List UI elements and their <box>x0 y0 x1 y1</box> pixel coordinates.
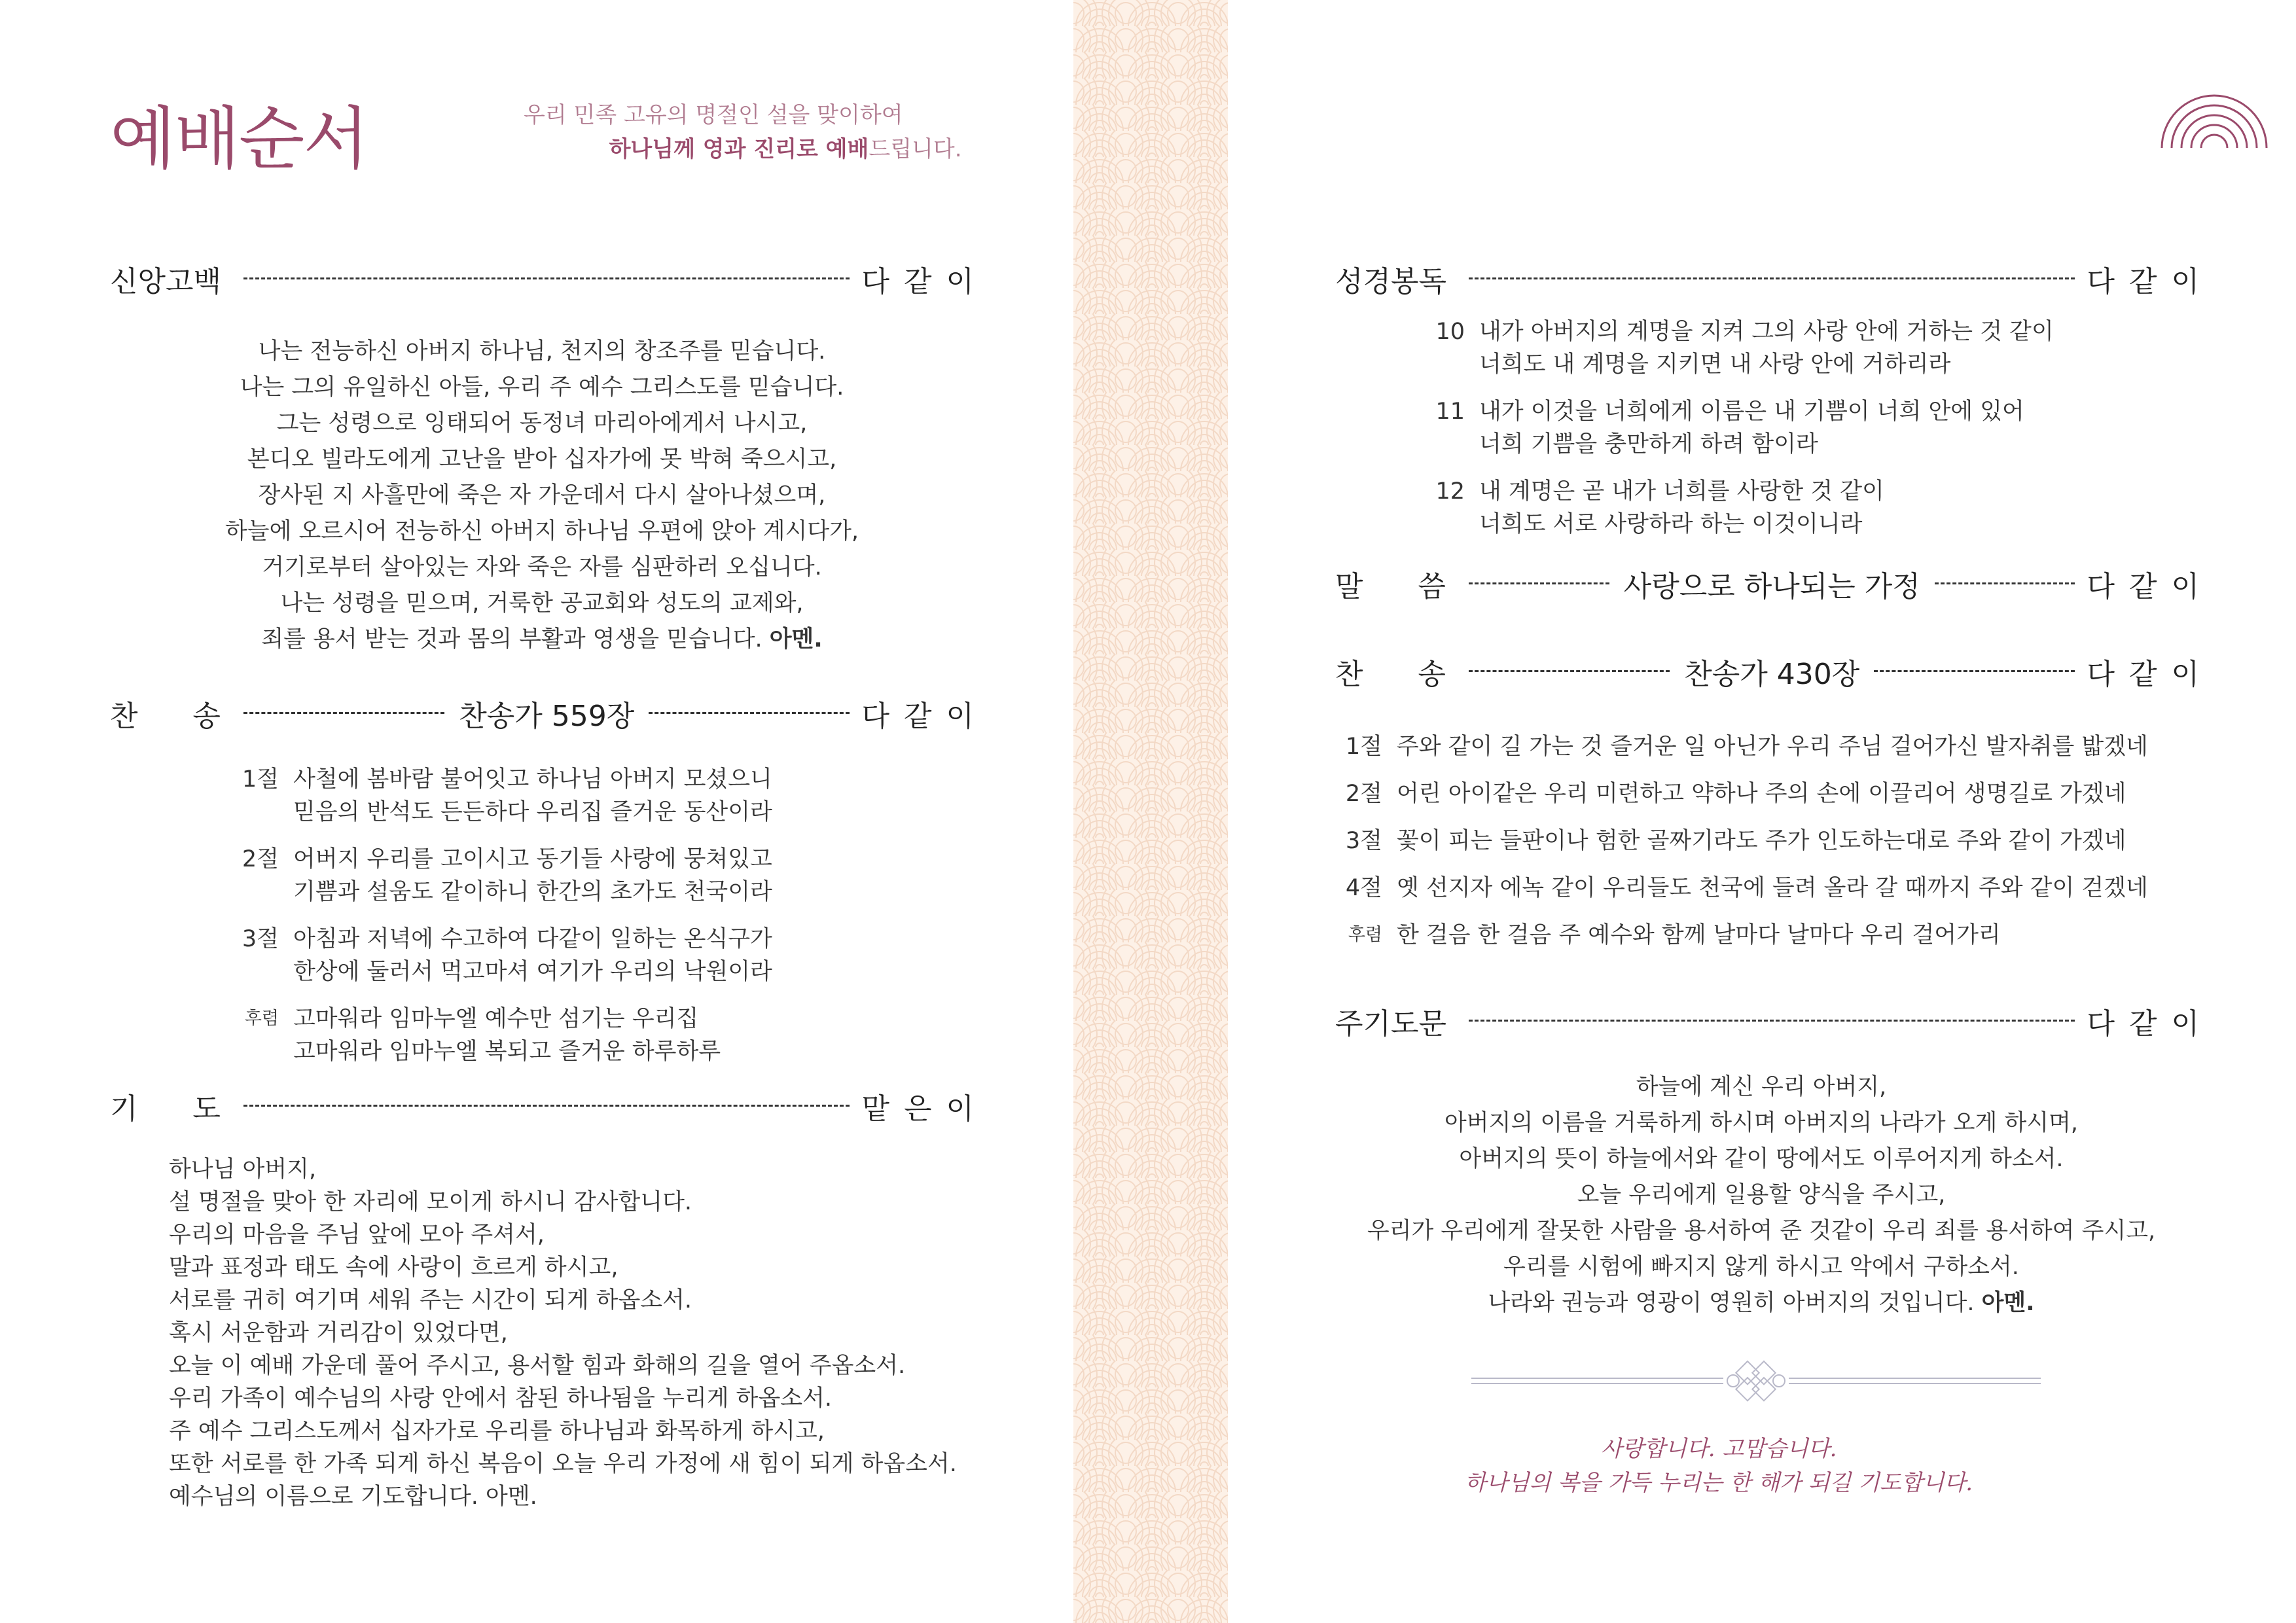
dashed-leader <box>243 712 444 715</box>
prayer-line: 예수님의 이름으로 기도합니다. 아멘. <box>169 1484 537 1510</box>
verse-line: 너희 기쁨을 충만하게 하려 함이라 <box>1479 431 1818 457</box>
verse-number: 2절 <box>242 846 279 872</box>
creed-text <box>110 334 974 658</box>
dashed-leader <box>243 1105 850 1108</box>
text-line-content: 아버지의 뜻이 하늘에서와 같이 땅에서도 이루어지게 하소서. <box>1459 1146 2064 1172</box>
verse-line: 기쁨과 설움도 같이하니 한간의 초가도 천국이라 <box>293 879 772 905</box>
text-line <box>110 550 974 586</box>
prayer-line: 서로를 귀히 여기며 세워 주는 시간이 되게 하옵소서. <box>169 1287 692 1313</box>
dashed-leader <box>1935 582 2075 586</box>
lords-prayer-who: 다같이 <box>2087 1007 2214 1041</box>
verse-line: 너희도 내 계명을 지키면 내 사랑 안에 거하리라 <box>1479 351 1951 378</box>
text-line-content: 나는 성령을 믿으며, 거룩한 공교회와 성도의 교제와, <box>280 590 804 616</box>
verse-item <box>1335 872 2291 904</box>
sermon-title: 사랑으로 하나되는 가정 <box>1623 570 1920 603</box>
text-line-content: 하늘에 오르시어 전능하신 아버지 하나님 우편에 앉아 계시다가, <box>224 518 859 544</box>
amen-text: 아멘. <box>769 626 823 652</box>
prayer-label: 기 도 <box>110 1092 221 1126</box>
hymn1-label: 찬 송 <box>110 700 221 733</box>
verse-line: 내가 이것을 너희에게 이름은 내 기쁨이 너희 안에 있어 <box>1479 399 2024 425</box>
verse-line: 내가 아버지의 계명을 지켜 그의 사랑 안에 거하는 것 같이 <box>1479 319 2054 345</box>
dashed-leader <box>1469 1020 2075 1023</box>
text-line-content: 본디오 빌라도에게 고난을 받아 십자가에 못 박혀 죽으시고, <box>247 446 837 473</box>
verse-item <box>1335 777 2291 810</box>
wave-pattern <box>1073 0 1228 1623</box>
verse-number: 11 <box>1435 399 1465 425</box>
prayer-line: 혹시 서운함과 거리감이 있었다면, <box>169 1320 508 1346</box>
text-line <box>110 622 974 658</box>
text-line-content: 오늘 우리에게 일용할 양식을 주시고, <box>1577 1182 1946 1208</box>
sermon-who: 다같이 <box>2087 570 2214 603</box>
hymn1-title: 찬송가 559장 <box>459 700 635 733</box>
left-page <box>0 0 1073 1623</box>
dashed-leader <box>1469 277 2075 281</box>
verse-line: 내 계명은 곧 내가 너희를 사랑한 것 같이 <box>1479 478 1884 505</box>
subtitle-line2 <box>609 136 962 162</box>
text-line-content: 나라와 권능과 영광이 영원히 아버지의 것입니다. <box>1488 1290 1975 1316</box>
creed-who: 다같이 <box>861 265 988 298</box>
prayer-line: 말과 표정과 태도 속에 사랑이 흐르게 하시고, <box>169 1255 619 1281</box>
verse-number: 4절 <box>1345 875 1382 901</box>
verse-number: 10 <box>1435 319 1465 345</box>
text-line-content: 하늘에 계신 우리 아버지, <box>1636 1074 1887 1100</box>
text-line <box>1287 1069 2236 1105</box>
verse-line: 주와 같이 길 가는 것 즐거운 일 아닌가 우리 주님 걸어가신 발자취를 밟겠네 <box>1397 734 2148 760</box>
verse-line: 옛 선지자 에녹 같이 우리들도 천국에 들려 올라 갈 때까지 주와 같이 걷겠네 <box>1397 875 2148 901</box>
verse-number: 3절 <box>1345 828 1382 854</box>
sermon-label: 말 씀 <box>1335 570 1446 603</box>
text-line <box>110 586 974 622</box>
text-line-content: 거기로부터 살아있는 자와 죽은 자를 심판하러 오십니다. <box>262 554 822 580</box>
verse-line: 사철에 봄바람 불어잇고 하나님 아버지 모셨으니 <box>293 766 772 793</box>
creed-heading <box>110 259 988 298</box>
dashed-leader <box>243 277 850 281</box>
page-subtitle <box>524 98 962 166</box>
scripture-label: 성경봉독 <box>1335 265 1447 298</box>
closing-message <box>1424 1432 2013 1500</box>
hymn2-label: 찬 송 <box>1335 658 1446 691</box>
verse-item <box>232 763 952 829</box>
text-line <box>1287 1249 2236 1285</box>
verse-number: 1절 <box>242 766 279 793</box>
text-line-content: 나는 전능하신 아버지 하나님, 천지의 창조주를 믿습니다. <box>258 338 826 365</box>
hymn2-heading <box>1335 652 2214 691</box>
verse-number: 후렴 <box>244 1008 279 1029</box>
text-line-content: 우리가 우리에게 잘못한 사람을 용서하여 준 것같이 우리 죄를 용서하여 주시고, <box>1367 1218 2156 1244</box>
lords-prayer-text <box>1287 1069 2236 1321</box>
text-line <box>110 442 974 478</box>
verse-number: 2절 <box>1345 781 1382 807</box>
verse-line: 어버지 우리를 고이시고 동기들 사랑에 뭉쳐있고 <box>293 846 772 872</box>
text-line <box>110 478 974 514</box>
closing-line1: 사랑합니다. 고맙습니다. <box>1600 1436 1837 1462</box>
prayer-line: 우리의 마음을 주님 앞에 모아 주셔서, <box>169 1222 545 1248</box>
hymn1-heading <box>110 694 988 733</box>
verse-line: 어린 아이같은 우리 미련하고 약하나 주의 손에 이끌리어 생명길로 가겠네 <box>1397 781 2126 807</box>
verse-item <box>1335 730 2291 763</box>
verse-line: 아침과 저녁에 수고하여 다같이 일하는 온식구가 <box>293 926 772 952</box>
creed-label: 신앙고백 <box>110 265 222 298</box>
prayer-who: 맡은이 <box>861 1092 988 1126</box>
subtitle-bold: 하나님께 영과 진리로 예배 <box>609 136 869 162</box>
verse-line: 꽃이 피는 들판이나 험한 골짜기라도 주가 인도하는대로 주와 같이 가겠네 <box>1397 828 2126 854</box>
prayer-text <box>169 1153 957 1513</box>
verse-item <box>232 1003 952 1068</box>
hymn2-verses <box>1335 730 2291 966</box>
verse-line: 고마워라 임마누엘 복되고 즐거운 하루하루 <box>293 1039 721 1065</box>
verse-number: 3절 <box>242 926 279 952</box>
scripture-who: 다같이 <box>2087 265 2214 298</box>
verse-item <box>1418 475 2138 541</box>
text-line <box>1287 1105 2236 1141</box>
verse-line: 너희도 서로 사랑하라 하는 이것이니라 <box>1479 511 1863 537</box>
text-line-content: 우리를 시험에 빠지지 않게 하시고 악에서 구하소서. <box>1503 1254 2019 1280</box>
text-line <box>1287 1213 2236 1249</box>
text-line-content: 죄를 용서 받는 것과 몸의 부활과 영생을 믿습니다. <box>261 626 762 652</box>
text-line <box>110 514 974 550</box>
verse-item <box>1418 395 2138 461</box>
prayer-line: 또한 서로를 한 가족 되게 하신 복음이 오늘 우리 가정에 새 힘이 되게 하옵소서. <box>169 1451 957 1477</box>
text-line-content: 그는 성령으로 잉태되어 동정녀 마리아에게서 나시고, <box>276 410 808 437</box>
right-page <box>1228 0 2296 1623</box>
verse-item <box>232 843 952 908</box>
text-line <box>110 334 974 370</box>
verse-number: 후렴 <box>1348 925 1382 945</box>
lords-prayer-heading <box>1335 1001 2214 1041</box>
sermon-heading <box>1335 564 2214 603</box>
wave-pattern-strip <box>1073 0 1228 1623</box>
verse-line: 한 걸음 한 걸음 주 예수와 함께 날마다 날마다 우리 걸어가리 <box>1397 922 2001 948</box>
scripture-heading <box>1335 259 2214 298</box>
lords-prayer-label: 주기도문 <box>1335 1007 1447 1041</box>
prayer-line: 우리 가족이 예수님의 사랑 안에서 참된 하나됨을 누리게 하옵소서. <box>169 1385 833 1412</box>
dashed-leader <box>1469 582 1609 586</box>
verse-item <box>1335 919 2291 952</box>
text-line-content: 나는 그의 유일하신 아들, 우리 주 예수 그리스도를 믿습니다. <box>240 374 844 401</box>
dashed-leader <box>1469 670 1670 673</box>
rainbow-arc-icon <box>2159 92 2270 151</box>
knot-divider-ornament <box>1471 1355 2041 1407</box>
subtitle-line1: 우리 민족 고유의 명절인 설을 맞이하여 <box>524 102 903 128</box>
verse-line: 고마워라 임마누엘 예수만 섬기는 우리집 <box>293 1006 699 1032</box>
verse-item <box>232 923 952 988</box>
verse-item <box>1418 315 2138 381</box>
text-line <box>110 406 974 442</box>
dashed-leader <box>1874 670 2075 673</box>
amen-text: 아멘. <box>1981 1290 2035 1316</box>
dashed-leader <box>649 712 850 715</box>
prayer-heading <box>110 1086 988 1126</box>
page-title: 예배순서 <box>110 99 368 179</box>
closing-line2: 하나님의 복을 가득 누리는 한 해가 되길 기도합니다. <box>1464 1470 1973 1496</box>
text-line-content: 아버지의 이름을 거룩하게 하시며 아버지의 나라가 오게 하시며, <box>1444 1110 2079 1136</box>
verse-line: 믿음의 반석도 든든하다 우리집 즐거운 동산이라 <box>293 799 772 825</box>
prayer-line: 설 명절을 맞아 한 자리에 모이게 하시니 감사합니다. <box>169 1189 692 1215</box>
verse-number: 1절 <box>1345 734 1382 760</box>
verse-number: 12 <box>1435 478 1465 505</box>
hymn2-title: 찬송가 430장 <box>1684 658 1860 691</box>
text-line <box>1287 1177 2236 1213</box>
verse-line: 한상에 둘러서 먹고마셔 여기가 우리의 낙원이라 <box>293 959 772 985</box>
prayer-line: 하나님 아버지, <box>169 1156 317 1183</box>
text-line <box>110 370 974 406</box>
prayer-line: 오늘 이 예배 가운데 풀어 주시고, 용서할 힘과 화해의 길을 열어 주옵소서. <box>169 1353 906 1379</box>
text-line <box>1287 1285 2236 1321</box>
subtitle-end: 드립니다. <box>869 136 962 162</box>
hymn2-who: 다같이 <box>2087 658 2214 691</box>
verse-item <box>1335 825 2291 857</box>
text-line <box>1287 1141 2236 1177</box>
hymn1-who: 다같이 <box>861 700 988 733</box>
text-line-content: 장사된 지 사흘만에 죽은 자 가운데서 다시 살아나셨으며, <box>258 482 826 508</box>
prayer-line: 주 예수 그리스도께서 십자가로 우리를 하나님과 화목하게 하시고, <box>169 1418 825 1444</box>
scripture-verses <box>1418 315 2138 555</box>
hymn1-verses <box>232 763 952 1082</box>
